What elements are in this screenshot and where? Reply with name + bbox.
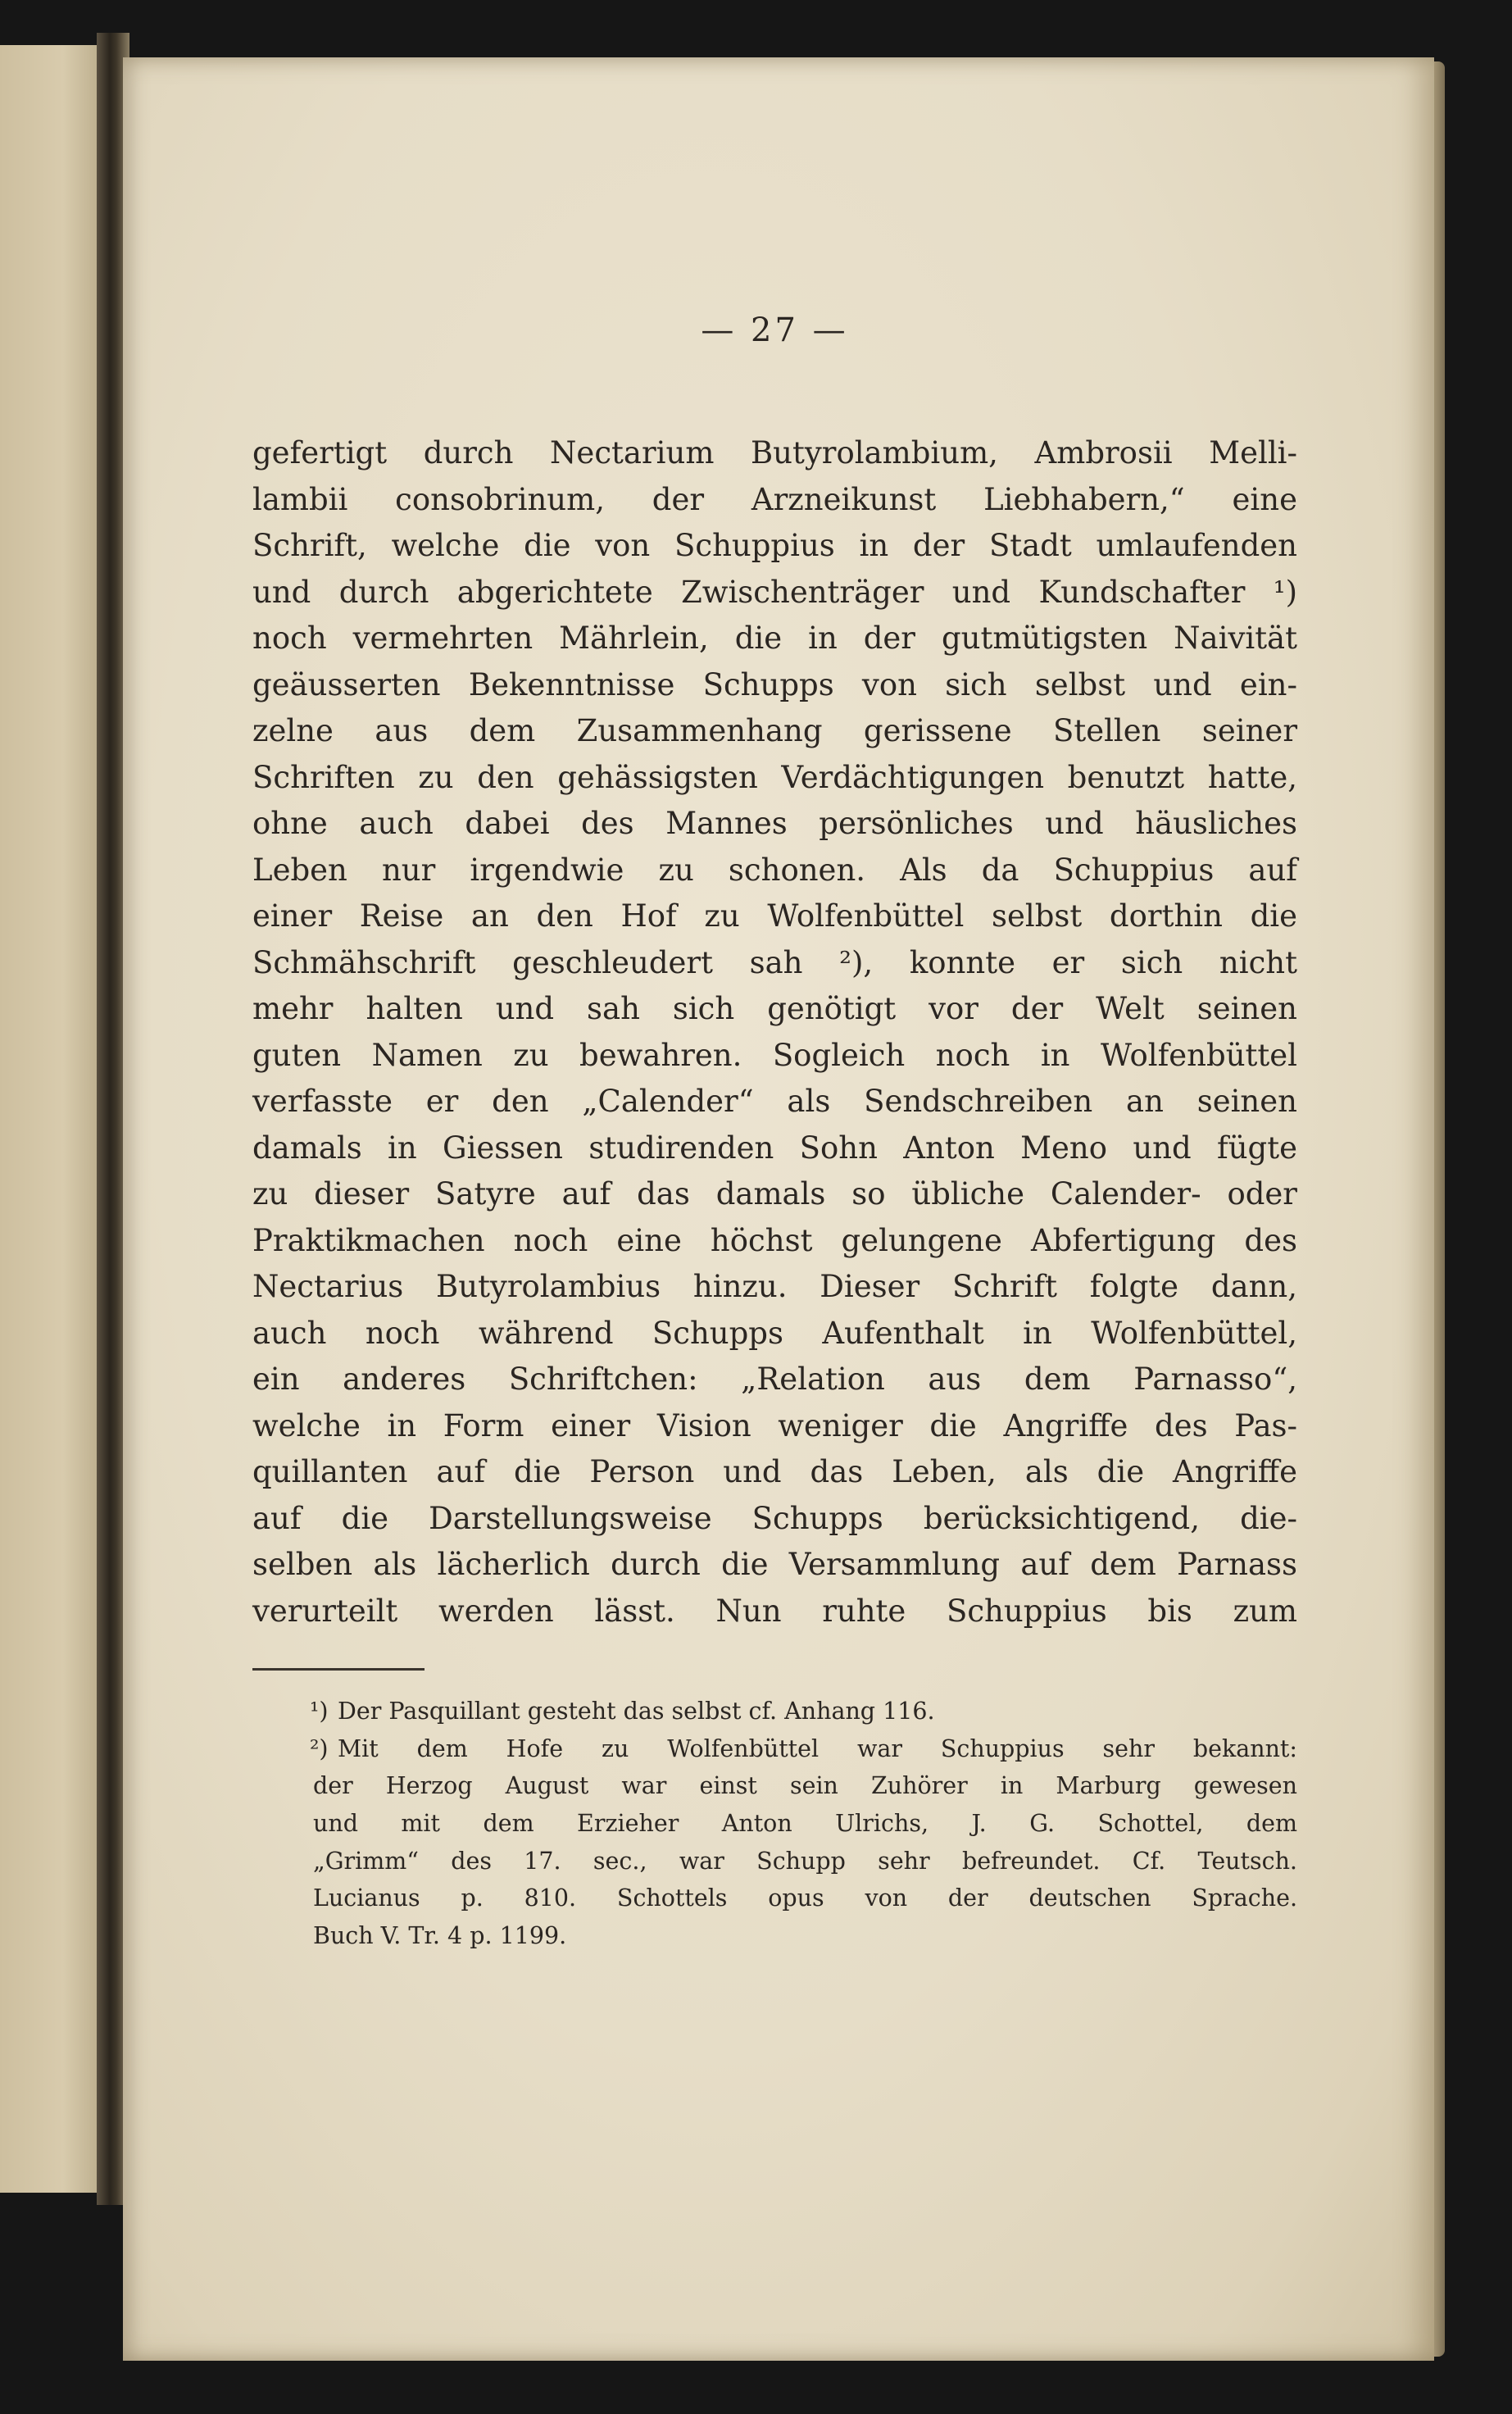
body-line: lambii consobrinum, der Arzneikunst Liebhabern,“ eine — [252, 481, 1297, 517]
body-line: gefertigt durch Nectarium Butyrolambium, Ambrosii Melli- — [252, 435, 1297, 471]
page-number: — 27 — — [701, 311, 849, 349]
body-line: selben als lächerlich durch die Versammlung auf dem Parnass — [252, 1547, 1297, 1582]
body-line: geäusserten Bekenntnisse Schupps von sich selbst und ein- — [252, 666, 1297, 702]
body-line: verurteilt werden lässt. Nun ruhte Schuppius bis zum — [252, 1593, 1297, 1629]
footnote-text: Mit dem Hofe zu Wolfenbüttel war Schuppius sehr bekannt: — [338, 1734, 1297, 1762]
body-line: Schriften zu den gehässigsten Verdächtigungen benutzt hatte, — [252, 759, 1297, 795]
body-line: mehr halten und sah sich genötigt vor der Welt seinen — [252, 991, 1297, 1026]
body-line: ein anderes Schriftchen: „Relation aus dem Parnasso“, — [252, 1362, 1297, 1397]
body-line: Nectarius Butyrolambius hinzu. Dieser Schrift folgte dann, — [252, 1269, 1297, 1304]
footnote-rule — [252, 1668, 425, 1671]
body-line: welche in Form einer Vision weniger die Angriffe des Pas- — [252, 1407, 1297, 1443]
body-line: guten Namen zu bewahren. Sogleich noch in Wolfenbüttel — [252, 1037, 1297, 1073]
footnote-text: und mit dem Erzieher Anton Ulrichs, J. G. Schottel, dem — [313, 1810, 1297, 1838]
body-line: zu dieser Satyre auf das damals so übliche Calender- oder — [252, 1176, 1297, 1212]
body-line: einer Reise an den Hof zu Wolfenbüttel selbst dorthin die — [252, 898, 1297, 934]
body-line: quillanten auf die Person und das Leben, als die Angriffe — [252, 1454, 1297, 1489]
body-line: und durch abgerichtete Zwischenträger und Kundschafter ¹) — [252, 574, 1297, 610]
body-line: auch noch während Schupps Aufenthalt in Wolfenbüttel, — [252, 1315, 1297, 1351]
body-line: Schmähschrift geschleudert sah ²), konnte er sich nicht — [252, 944, 1297, 980]
footnote-text: Lucianus p. 810. Schottels opus von der deutschen Sprache. — [313, 1884, 1297, 1912]
body-line: damals in Giessen studirenden Sohn Anton Meno und fügte — [252, 1130, 1297, 1166]
footnote-text: Der Pasquillant gesteht das selbst cf. Anhang 116. — [338, 1698, 935, 1725]
body-line: Leben nur irgendwie zu schonen. Als da Schuppius auf — [252, 852, 1297, 888]
body-line: verfasste er den „Calender“ als Sendschreiben an seinen — [252, 1084, 1297, 1119]
footnote-text: der Herzog August war einst sein Zuhörer in Marburg gewesen — [313, 1772, 1297, 1800]
footnote-text: „Grimm“ des 17. sec., war Schupp sehr befreundet. Cf. Teutsch. — [313, 1847, 1297, 1875]
footnote-1 — [252, 1693, 1297, 1730]
footnote-marker: ²) — [310, 1734, 329, 1762]
body-line: Praktikmachen noch eine höchst gelungene Abfertigung des — [252, 1222, 1297, 1258]
body-line: auf die Darstellungsweise Schupps berücksichtigend, die- — [252, 1500, 1297, 1536]
footnote-2 — [252, 1730, 1297, 1768]
body-line: noch vermehrten Mährlein, die in der gutmütigsten Naivität — [252, 621, 1297, 656]
footnotes — [252, 1693, 1297, 1955]
body-line: ohne auch dabei des Mannes persönliches und häusliches — [252, 806, 1297, 841]
footnote-marker: ¹) — [310, 1698, 329, 1725]
book-page — [123, 57, 1434, 2361]
body-line: zelne aus dem Zusammenhang gerissene Stellen seiner — [252, 713, 1297, 748]
body-text — [252, 430, 1297, 1634]
footnote-text: Buch V. Tr. 4 p. 1199. — [313, 1922, 567, 1950]
body-line: Schrift, welche die von Schuppius in der Stadt umlaufenden — [252, 528, 1297, 563]
